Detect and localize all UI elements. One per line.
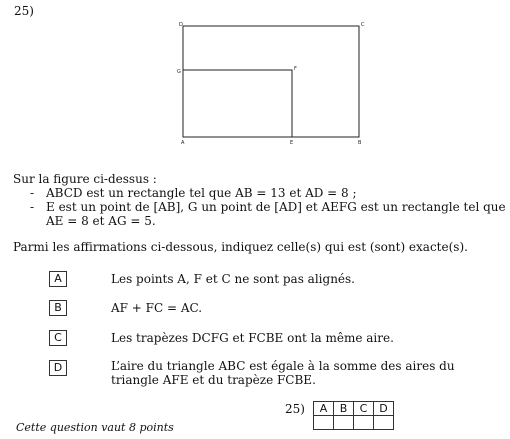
answer-cell-a[interactable]	[314, 416, 334, 430]
label-d: D	[179, 22, 183, 28]
answer-cell-d[interactable]	[374, 416, 394, 430]
answer-grid-input-row	[314, 416, 394, 430]
option-c-box[interactable]: C	[49, 330, 67, 346]
option-b-text: AF + FC = AC.	[111, 301, 203, 315]
bullet-text: ABCD est un rectangle tel que AB = 13 et AD = 8 ;	[46, 186, 357, 200]
label-b: B	[358, 140, 362, 146]
answer-grid	[313, 401, 394, 430]
answer-grid-header-b: B	[334, 402, 354, 416]
bullet-dash: -	[30, 200, 35, 214]
answer-grid-header-c: C	[354, 402, 374, 416]
bullet-list	[30, 186, 508, 228]
answer-grid-header-row	[314, 402, 394, 416]
question-text: Parmi les affirmations ci-dessous, indiquez celle(s) qui est (sont) exacte(s).	[13, 240, 468, 254]
answer-cell-b[interactable]	[334, 416, 354, 430]
intro-text: Sur la figure ci-dessus :	[13, 172, 157, 186]
answer-cell-c[interactable]	[354, 416, 374, 430]
question-number: 25)	[14, 4, 34, 18]
bullet-dash: -	[30, 186, 35, 200]
geometry-figure	[170, 18, 370, 153]
answer-grid-header-d: D	[374, 402, 394, 416]
bullet-item	[30, 200, 508, 228]
label-c: C	[361, 22, 365, 28]
option-a-text: Les points A, F et C ne sont pas alignés.	[111, 272, 355, 286]
label-g: G	[177, 69, 181, 75]
bullet-item	[30, 186, 508, 200]
rectangle-aefg	[183, 70, 292, 137]
bullet-text: E est un point de [AB], G un point de [AD] et AEFG est un rectangle tel que AE = 8 et AG = 5.	[46, 200, 506, 228]
answer-grid-header-a: A	[314, 402, 334, 416]
option-b-box[interactable]: B	[49, 300, 67, 316]
answer-grid-label: 25)	[285, 402, 305, 416]
label-e: E	[290, 140, 294, 146]
option-d-box[interactable]: D	[49, 360, 67, 376]
rectangle-abcd	[183, 26, 359, 137]
points-note: Cette question vaut 8 points	[16, 421, 174, 434]
option-d-text: L’aire du triangle ABC est égale à la somme des aires du triangle AFE et du trapèze FCBE.	[111, 359, 455, 387]
option-c-text: Les trapèzes DCFG et FCBE ont la même aire.	[111, 331, 394, 345]
option-a-box[interactable]: A	[49, 271, 67, 287]
label-f: F	[294, 66, 297, 72]
label-a: A	[181, 140, 185, 146]
